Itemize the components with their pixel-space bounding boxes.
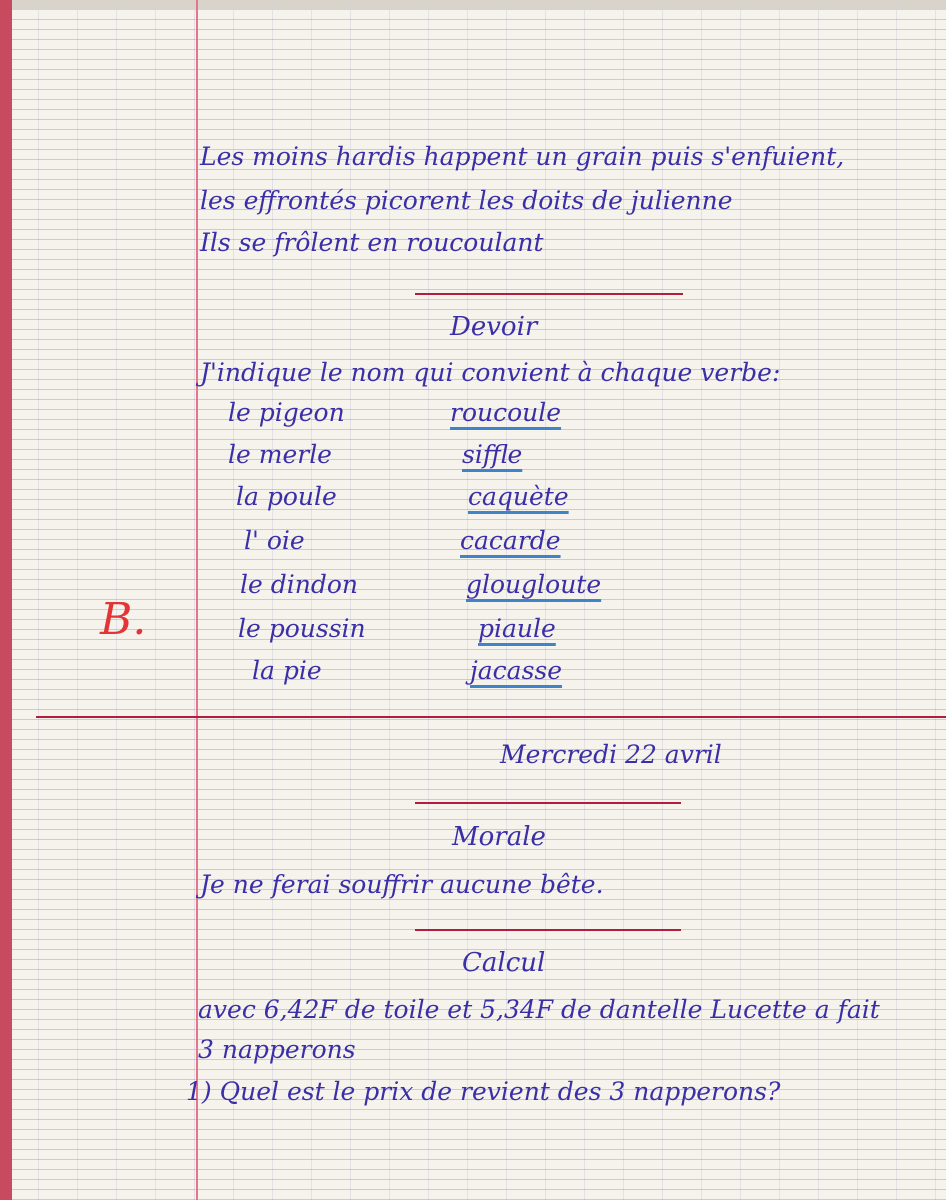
section-rule-3 [415, 929, 681, 931]
noun-7: la pie [252, 656, 322, 685]
text-line-1: Les moins hardis happent un grain puis s'enfuient, [200, 142, 845, 171]
calcul-line-1: avec 6,42F de toile et 5,34F de dantelle Lucette a fait [198, 995, 880, 1024]
morale-sentence: Je ne ferai souffrir aucune bête. [200, 870, 604, 899]
text-line-3: Ils se frôlent en roucoulant [200, 228, 544, 257]
verb-5: glougloute [466, 570, 602, 599]
grade-mark: B. [100, 594, 147, 645]
text-line-2: les effrontés picorent les doits de julienne [200, 186, 733, 215]
notebook-binding [0, 0, 12, 1200]
noun-3: la poule [236, 482, 337, 511]
page-top-edge [0, 0, 946, 10]
devoir-title: Devoir [450, 312, 538, 342]
verb-6: piaule [478, 614, 556, 643]
noun-5: le dindon [240, 570, 358, 599]
noun-2: le merle [228, 440, 332, 469]
morale-title: Morale [452, 822, 546, 852]
calcul-question: 1) Quel est le prix de revient des 3 napperons? [186, 1077, 781, 1106]
noun-1: le pigeon [228, 398, 345, 427]
verb-4: cacarde [460, 526, 561, 555]
date-heading: Mercredi 22 avril [500, 740, 722, 769]
verb-2: siffle [462, 440, 523, 469]
verb-7: jacasse [470, 656, 563, 685]
verb-1: roucoule [450, 398, 562, 427]
calcul-title: Calcul [462, 948, 546, 978]
day-separator-rule [36, 716, 946, 718]
section-rule-2 [415, 802, 681, 804]
calcul-line-2: 3 napperons [198, 1035, 356, 1064]
section-rule-1 [415, 293, 683, 295]
noun-6: le poussin [238, 614, 366, 643]
verb-3: caquète [468, 482, 569, 511]
devoir-instruction: J'indique le nom qui convient à chaque verbe: [200, 358, 781, 387]
noun-4: l' oie [244, 526, 305, 555]
